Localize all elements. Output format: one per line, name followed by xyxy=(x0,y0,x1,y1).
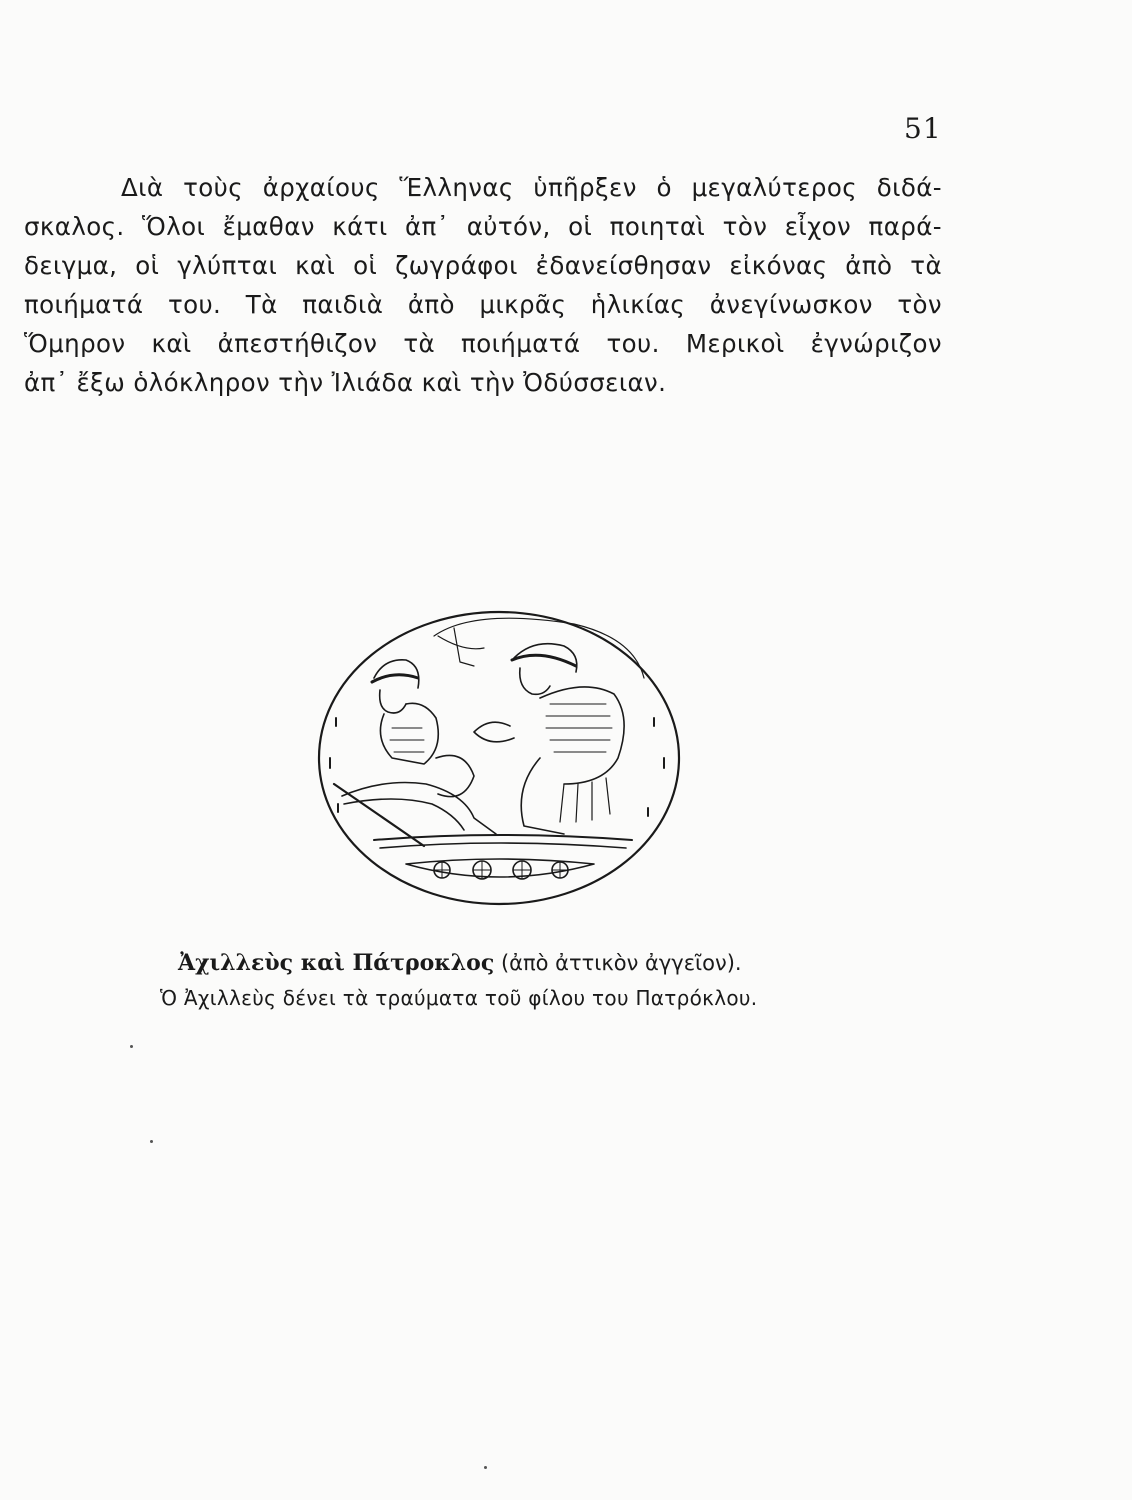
vase-illustration xyxy=(314,608,684,908)
tondo-border xyxy=(319,612,679,904)
paragraph-line: σκαλος. Ὅλοι ἔμαθαν κάτι ἀπ᾽ αὐτόν, οἱ ποιηταὶ τὸν εἶχον παρά- xyxy=(24,212,942,241)
paragraph-line: ἀπ᾽ ἔξω ὁλόκληρον τὴν Ἰλιάδα καὶ τὴν Ὀδύσσειαν. xyxy=(24,368,667,397)
print-speck xyxy=(150,1140,153,1143)
paragraph-line: ποιήματά του. Τὰ παιδιὰ ἀπὸ μικρᾶς ἡλικίας ἀνεγίνωσκον τὸν xyxy=(24,290,942,319)
body-paragraph xyxy=(24,168,942,402)
caption-title-line xyxy=(178,950,742,976)
achilles-figure xyxy=(434,618,644,834)
caption-source: (ἀπὸ ἀττικὸν ἀγγεῖον). xyxy=(500,951,742,975)
print-speck xyxy=(484,1466,487,1469)
paragraph-line: Διὰ τοὺς ἀρχαίους Ἕλληνας ὑπῆρξεν ὁ μεγαλύτερος διδά- xyxy=(121,173,942,202)
page-number: 51 xyxy=(904,112,942,145)
caption-title: Ἀχιλλεὺς καὶ Πάτροκλος xyxy=(178,950,495,976)
paragraph-line: Ὅμηρον καὶ ἀπεστήθιζον τὰ ποιήματά του. Μερικοὶ ἐγνώριζον xyxy=(24,329,942,358)
paragraph-line: δειγμα, οἱ γλύπται καὶ οἱ ζωγράφοι ἐδανείσθησαν εἰκόνας ἀπὸ τὰ xyxy=(24,251,942,280)
caption-description: Ὁ Ἀχιλλεὺς δένει τὰ τραύματα τοῦ φίλου του Πατρόκλου. xyxy=(160,986,758,1010)
print-speck xyxy=(130,1045,133,1048)
palmette-frieze xyxy=(406,859,594,879)
patroklos-figure xyxy=(334,660,496,846)
